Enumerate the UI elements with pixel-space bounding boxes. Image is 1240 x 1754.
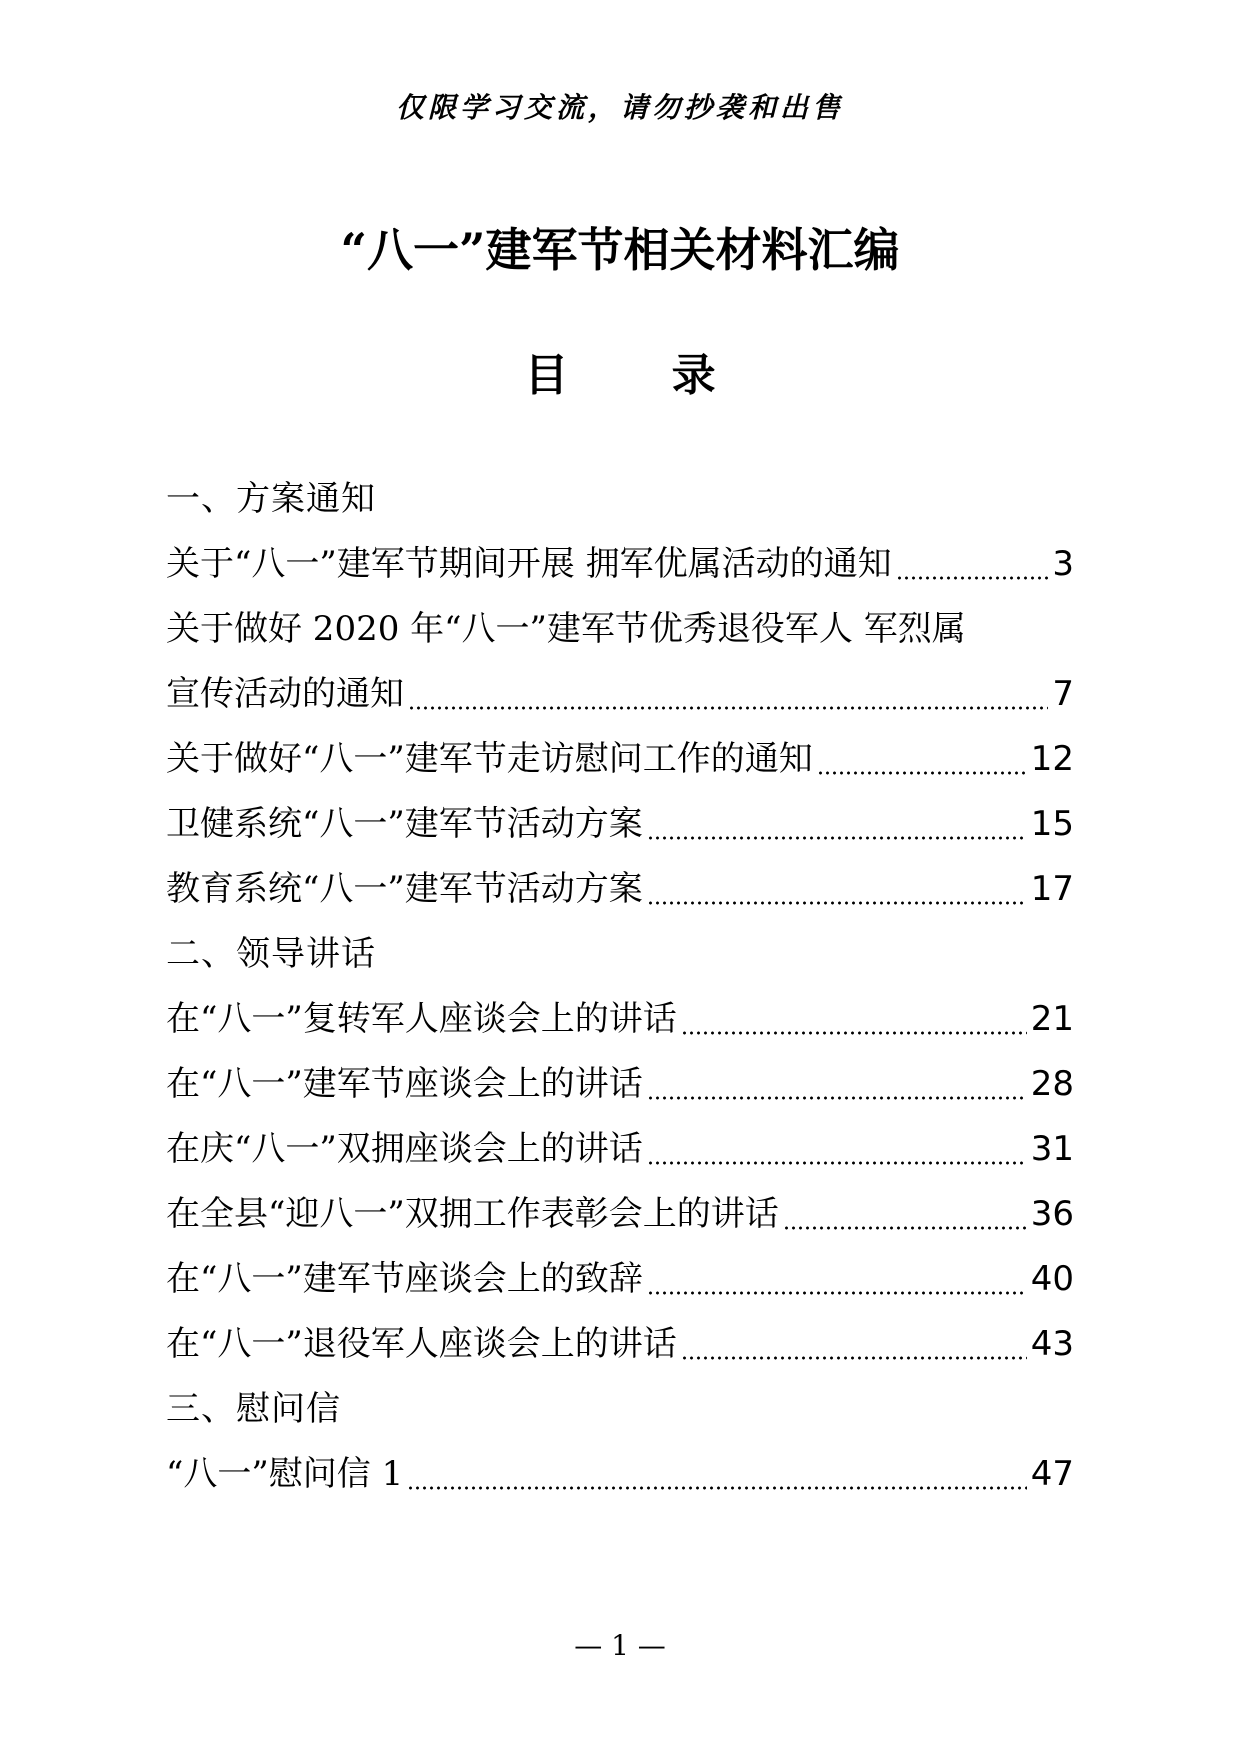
toc-entry-page: 43 xyxy=(1030,1324,1074,1364)
dot-leader xyxy=(783,1198,1027,1232)
dot-leader xyxy=(647,873,1027,907)
page-number-footer: — 1 — xyxy=(574,1629,666,1662)
dot-leader xyxy=(896,548,1049,582)
toc-entry-title: 卫健系统“八一”建军节活动方案 xyxy=(166,804,643,844)
dot-leader xyxy=(681,1328,1027,1362)
toc-entry[interactable] xyxy=(166,532,1074,597)
document-title: “八一”建军节相关材料汇编 xyxy=(340,223,900,277)
toc-entry-page: 21 xyxy=(1030,999,1074,1039)
toc-entry[interactable] xyxy=(166,987,1074,1052)
toc-entry-title: 在庆“八一”双拥座谈会上的讲话 xyxy=(166,1129,643,1169)
dot-leader xyxy=(647,808,1027,842)
toc-entry-title: 在“八一”复转军人座谈会上的讲话 xyxy=(166,999,677,1039)
toc-entry-title: 在“八一”退役军人座谈会上的讲话 xyxy=(166,1324,677,1364)
toc-entry-title: 在“八一”建军节座谈会上的讲话 xyxy=(166,1064,643,1104)
section-label: 三、慰问信 xyxy=(166,1389,341,1429)
toc-entry-title: 关于“八一”建军节期间开展 拥军优属活动的通知 xyxy=(166,544,892,584)
toc-entry[interactable] xyxy=(166,1442,1074,1507)
toc-heading: 目 录 xyxy=(524,350,760,401)
toc-section-heading xyxy=(166,1377,1074,1442)
toc-entry[interactable] xyxy=(166,662,1074,727)
section-label: 一、方案通知 xyxy=(166,479,376,519)
header-note: 仅限学习交流，请勿抄袭和出售 xyxy=(395,91,844,124)
toc-entry-title: 关于做好“八一”建军节走访慰问工作的通知 xyxy=(166,739,813,779)
toc-entry[interactable] xyxy=(166,1182,1074,1247)
toc-entry-title: 宣传活动的通知 xyxy=(166,674,404,714)
dot-leader xyxy=(817,743,1027,777)
toc-entry-title: 在“八一”建军节座谈会上的致辞 xyxy=(166,1259,643,1299)
dot-leader xyxy=(407,1458,1027,1492)
toc-entry-page: 40 xyxy=(1030,1259,1074,1299)
table-of-contents xyxy=(166,467,1074,1507)
toc-entry[interactable] xyxy=(166,1247,1074,1312)
toc-entry-page: 17 xyxy=(1030,869,1074,909)
toc-entry-page: 47 xyxy=(1030,1454,1074,1494)
toc-entry[interactable] xyxy=(166,1312,1074,1377)
dot-leader xyxy=(647,1068,1027,1102)
dot-leader xyxy=(647,1133,1027,1167)
toc-entry[interactable] xyxy=(166,1117,1074,1182)
toc-entry[interactable] xyxy=(166,1052,1074,1117)
toc-section-heading xyxy=(166,922,1074,987)
toc-entry[interactable] xyxy=(166,792,1074,857)
toc-entry-page: 15 xyxy=(1030,804,1074,844)
toc-entry-page: 3 xyxy=(1052,544,1074,584)
toc-entry-page: 36 xyxy=(1030,1194,1074,1234)
toc-entry-page: 7 xyxy=(1052,674,1074,714)
toc-entry-line1[interactable] xyxy=(166,597,1074,662)
toc-entry-page: 12 xyxy=(1030,739,1074,779)
dot-leader xyxy=(647,1263,1027,1297)
toc-entry-title-line1: 关于做好 2020 年“八一”建军节优秀退役军人 军烈属 xyxy=(166,609,966,649)
toc-entry-title: “八一”慰问信 1 xyxy=(166,1454,404,1494)
toc-entry-page: 31 xyxy=(1030,1129,1074,1169)
toc-entry[interactable] xyxy=(166,727,1074,792)
toc-entry-page: 28 xyxy=(1030,1064,1074,1104)
toc-section-heading xyxy=(166,467,1074,532)
toc-entry[interactable] xyxy=(166,857,1074,922)
toc-entry-title: 教育系统“八一”建军节活动方案 xyxy=(166,869,643,909)
dot-leader xyxy=(408,678,1048,712)
dot-leader xyxy=(681,1003,1027,1037)
toc-entry-title: 在全县“迎八一”双拥工作表彰会上的讲话 xyxy=(166,1194,779,1234)
section-label: 二、领导讲话 xyxy=(166,934,376,974)
